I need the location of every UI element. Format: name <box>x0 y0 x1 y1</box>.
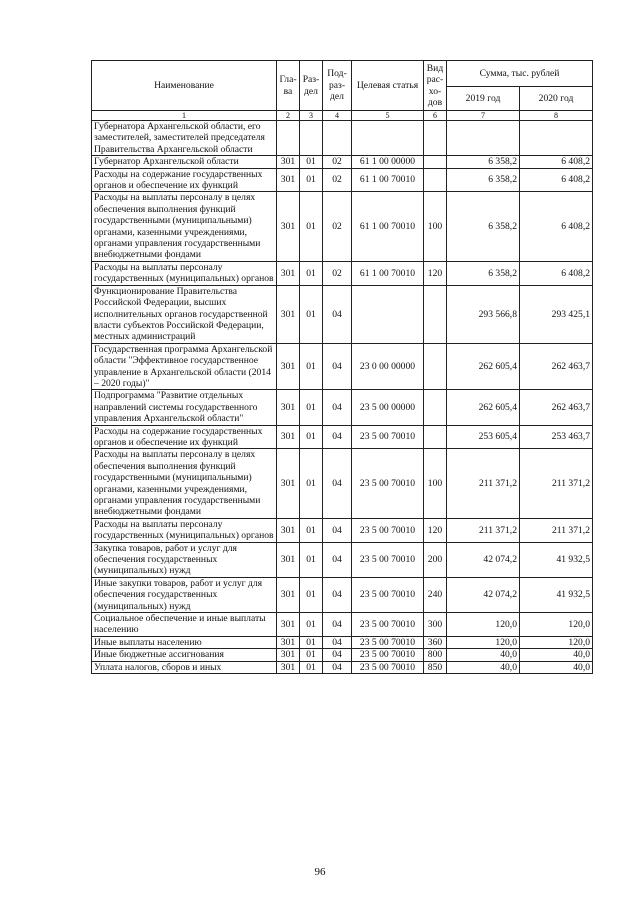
cell-name: Расходы на выплаты персоналу в целях обеспечения выполнения функций государственными (муниципальными) органами, казенными учреждениями, органами управления государственными внебюджетными фондами <box>92 192 277 261</box>
table-row <box>92 156 593 168</box>
cell-target <box>352 121 424 156</box>
cell-name: Расходы на выплаты персоналу в целях обеспечения выполнения функций государственными (муниципальными) органами, казенными учреждениями, органами управления государственными внебюджетными фондами <box>92 449 277 518</box>
table-row <box>92 577 593 612</box>
cell-razdel: 01 <box>300 168 323 192</box>
cell-y2020: 262 463,7 <box>520 343 593 390</box>
cell-target: 61 1 00 00000 <box>352 156 424 168</box>
cell-vid: 800 <box>424 649 447 661</box>
cell-razdel: 01 <box>300 390 323 425</box>
cell-podrazdel: 04 <box>323 577 352 612</box>
cell-y2020: 6 408,2 <box>520 261 593 285</box>
cell-glava <box>277 121 300 156</box>
table-header <box>92 61 593 121</box>
cell-y2019: 42 074,2 <box>447 577 520 612</box>
cell-y2019: 40,0 <box>447 649 520 661</box>
cell-name: Губернатора Архангельской области, его заместителей, заместителей председателя Правительства Архангельской области <box>92 121 277 156</box>
header-glava: Гла-ва <box>277 61 300 111</box>
cell-podrazdel: 04 <box>323 343 352 390</box>
cell-glava: 301 <box>277 285 300 343</box>
cell-razdel: 01 <box>300 613 323 637</box>
cell-name: Иные бюджетные ассигнования <box>92 649 277 661</box>
cell-y2020: 6 408,2 <box>520 168 593 192</box>
cell-glava: 301 <box>277 156 300 168</box>
table-row <box>92 425 593 449</box>
table-row <box>92 343 593 390</box>
cell-y2019: 253 605,4 <box>447 425 520 449</box>
cell-razdel: 01 <box>300 285 323 343</box>
cell-target: 23 5 00 70010 <box>352 425 424 449</box>
table-row <box>92 542 593 577</box>
cell-glava: 301 <box>277 636 300 648</box>
cell-name: Расходы на содержание государственных органов и обеспечение их функций <box>92 425 277 449</box>
cell-y2020: 120,0 <box>520 613 593 637</box>
cell-name: Расходы на выплаты персоналу государственных (муниципальных) органов <box>92 261 277 285</box>
cell-y2020: 253 463,7 <box>520 425 593 449</box>
header-vid: Вид рас-хо-дов <box>424 61 447 111</box>
cell-vid <box>424 121 447 156</box>
cell-name: Закупка товаров, работ и услуг для обеспечения государственных (муниципальных) нужд <box>92 542 277 577</box>
cell-y2019: 120,0 <box>447 636 520 648</box>
cell-name: Расходы на содержание государственных органов и обеспечение их функций <box>92 168 277 192</box>
cell-y2020 <box>520 121 593 156</box>
cell-target: 23 5 00 70010 <box>352 661 424 673</box>
cell-name: Губернатор Архангельской области <box>92 156 277 168</box>
cell-glava: 301 <box>277 577 300 612</box>
cell-name: Подпрограмма "Развитие отдельных направлений системы государственного управления Архангельской области" <box>92 390 277 425</box>
column-number: 5 <box>352 111 424 121</box>
cell-podrazdel: 04 <box>323 636 352 648</box>
header-sum: Сумма, тыс. рублей <box>447 61 593 87</box>
cell-target: 61 1 00 70010 <box>352 261 424 285</box>
cell-vid: 100 <box>424 449 447 518</box>
header-target: Целевая статья <box>352 61 424 111</box>
cell-y2020: 120,0 <box>520 636 593 648</box>
cell-glava: 301 <box>277 518 300 542</box>
table-row <box>92 168 593 192</box>
cell-vid: 200 <box>424 542 447 577</box>
cell-glava: 301 <box>277 425 300 449</box>
column-number: 7 <box>447 111 520 121</box>
cell-target: 23 5 00 70010 <box>352 636 424 648</box>
cell-podrazdel: 02 <box>323 261 352 285</box>
cell-y2019: 6 358,2 <box>447 192 520 261</box>
cell-target: 23 0 00 00000 <box>352 343 424 390</box>
cell-vid: 120 <box>424 518 447 542</box>
cell-glava: 301 <box>277 343 300 390</box>
cell-target: 61 1 00 70010 <box>352 192 424 261</box>
cell-y2019: 211 371,2 <box>447 518 520 542</box>
header-name: Наименование <box>92 61 277 111</box>
cell-vid: 360 <box>424 636 447 648</box>
table-row <box>92 649 593 661</box>
cell-razdel: 01 <box>300 425 323 449</box>
table-row <box>92 261 593 285</box>
cell-razdel: 01 <box>300 449 323 518</box>
cell-podrazdel: 02 <box>323 192 352 261</box>
cell-name: Функционирование Правительства Российской Федерации, высших исполнительных органов государственной власти субъектов Российской Федерации, местных администраций <box>92 285 277 343</box>
cell-glava: 301 <box>277 261 300 285</box>
cell-podrazdel: 04 <box>323 449 352 518</box>
cell-razdel: 01 <box>300 518 323 542</box>
cell-razdel: 01 <box>300 261 323 285</box>
column-number: 2 <box>277 111 300 121</box>
cell-glava: 301 <box>277 661 300 673</box>
cell-y2019: 293 566,8 <box>447 285 520 343</box>
cell-razdel: 01 <box>300 192 323 261</box>
table-body <box>92 121 593 674</box>
table-row <box>92 518 593 542</box>
cell-y2020: 6 408,2 <box>520 156 593 168</box>
header-2020: 2020 год <box>520 87 593 111</box>
table-row <box>92 613 593 637</box>
cell-vid <box>424 343 447 390</box>
cell-y2020: 211 371,2 <box>520 449 593 518</box>
table-row <box>92 636 593 648</box>
cell-razdel: 01 <box>300 661 323 673</box>
column-number: 4 <box>323 111 352 121</box>
page-number: 96 <box>314 866 326 878</box>
cell-name: Расходы на выплаты персоналу государственных (муниципальных) органов <box>92 518 277 542</box>
cell-target: 23 5 00 70010 <box>352 577 424 612</box>
cell-razdel: 01 <box>300 577 323 612</box>
cell-glava: 301 <box>277 168 300 192</box>
cell-glava: 301 <box>277 192 300 261</box>
cell-glava: 301 <box>277 613 300 637</box>
cell-podrazdel: 04 <box>323 518 352 542</box>
cell-podrazdel: 04 <box>323 285 352 343</box>
cell-vid: 240 <box>424 577 447 612</box>
cell-vid: 850 <box>424 661 447 673</box>
cell-y2019: 6 358,2 <box>447 156 520 168</box>
cell-name: Иные выплаты населению <box>92 636 277 648</box>
cell-podrazdel: 04 <box>323 390 352 425</box>
cell-podrazdel: 04 <box>323 661 352 673</box>
cell-y2020: 211 371,2 <box>520 518 593 542</box>
cell-y2020: 293 425,1 <box>520 285 593 343</box>
table-row <box>92 661 593 673</box>
cell-podrazdel: 02 <box>323 156 352 168</box>
cell-vid <box>424 390 447 425</box>
cell-y2020: 40,0 <box>520 661 593 673</box>
cell-vid <box>424 168 447 192</box>
cell-vid <box>424 285 447 343</box>
cell-razdel: 01 <box>300 156 323 168</box>
cell-podrazdel: 04 <box>323 613 352 637</box>
table-row <box>92 449 593 518</box>
cell-target: 23 5 00 70010 <box>352 518 424 542</box>
cell-razdel: 01 <box>300 542 323 577</box>
column-number: 8 <box>520 111 593 121</box>
cell-y2019: 6 358,2 <box>447 261 520 285</box>
cell-glava: 301 <box>277 390 300 425</box>
cell-glava: 301 <box>277 542 300 577</box>
cell-name: Социальное обеспечение и иные выплаты населению <box>92 613 277 637</box>
cell-target: 23 5 00 70010 <box>352 649 424 661</box>
cell-y2019: 262 605,4 <box>447 343 520 390</box>
cell-y2020: 41 932,5 <box>520 577 593 612</box>
cell-y2020: 40,0 <box>520 649 593 661</box>
cell-y2020: 262 463,7 <box>520 390 593 425</box>
cell-name: Государственная программа Архангельской области "Эффективное государственное управление в Архангельской области (2014 – 2020 годы)" <box>92 343 277 390</box>
cell-vid <box>424 156 447 168</box>
cell-podrazdel: 04 <box>323 649 352 661</box>
cell-vid: 120 <box>424 261 447 285</box>
cell-target: 23 5 00 70010 <box>352 449 424 518</box>
column-number: 6 <box>424 111 447 121</box>
cell-vid: 300 <box>424 613 447 637</box>
table-row <box>92 121 593 156</box>
cell-y2019: 6 358,2 <box>447 168 520 192</box>
cell-y2019 <box>447 121 520 156</box>
cell-y2019: 40,0 <box>447 661 520 673</box>
cell-target: 23 5 00 70010 <box>352 613 424 637</box>
table-row <box>92 390 593 425</box>
cell-vid <box>424 425 447 449</box>
cell-target <box>352 285 424 343</box>
cell-y2020: 41 932,5 <box>520 542 593 577</box>
cell-podrazdel <box>323 121 352 156</box>
cell-podrazdel: 04 <box>323 542 352 577</box>
budget-table <box>91 60 593 674</box>
cell-y2019: 262 605,4 <box>447 390 520 425</box>
cell-razdel: 01 <box>300 343 323 390</box>
header-podrazdel: Под-раз-дел <box>323 61 352 111</box>
column-number: 3 <box>300 111 323 121</box>
cell-y2019: 42 074,2 <box>447 542 520 577</box>
cell-razdel: 01 <box>300 649 323 661</box>
cell-razdel: 01 <box>300 636 323 648</box>
header-razdel: Раз-дел <box>300 61 323 111</box>
cell-podrazdel: 02 <box>323 168 352 192</box>
cell-target: 23 5 00 00000 <box>352 390 424 425</box>
cell-y2019: 211 371,2 <box>447 449 520 518</box>
table-row <box>92 285 593 343</box>
cell-target: 23 5 00 70010 <box>352 542 424 577</box>
cell-target: 61 1 00 70010 <box>352 168 424 192</box>
cell-y2019: 120,0 <box>447 613 520 637</box>
header-2019: 2019 год <box>447 87 520 111</box>
cell-glava: 301 <box>277 649 300 661</box>
cell-name: Уплата налогов, сборов и иных <box>92 661 277 673</box>
cell-name: Иные закупки товаров, работ и услуг для обеспечения государственных (муниципальных) нужд <box>92 577 277 612</box>
cell-vid: 100 <box>424 192 447 261</box>
table-row <box>92 192 593 261</box>
cell-razdel <box>300 121 323 156</box>
cell-glava: 301 <box>277 449 300 518</box>
cell-y2020: 6 408,2 <box>520 192 593 261</box>
column-number: 1 <box>92 111 277 121</box>
cell-podrazdel: 04 <box>323 425 352 449</box>
